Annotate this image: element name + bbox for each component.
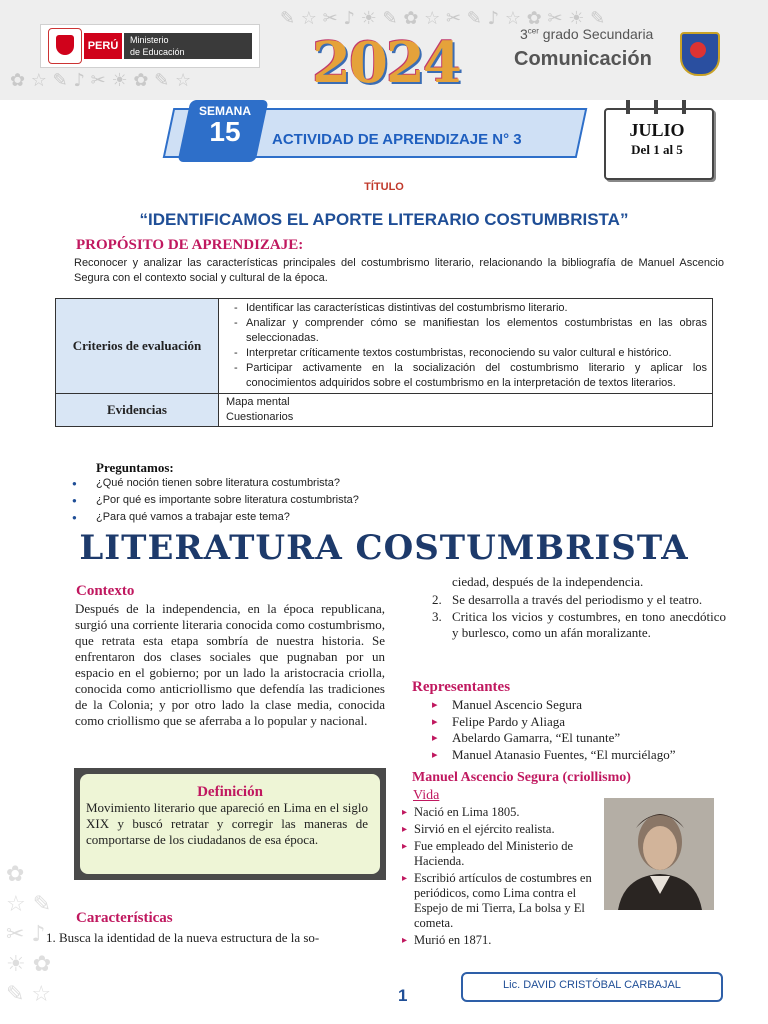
questions-heading: Preguntamos: [96,460,174,475]
author-credit: Lic. DAVID CRISTÓBAL CARBAJAL [503,979,681,991]
calendar-days: Del 1 al 5 [631,142,683,157]
school-crest-emblem [690,42,706,58]
life-item: ▸ Nació en Lima 1805. [402,805,602,820]
life-item: ▸ Fue empleado del Ministerio de Hacienda. [402,839,602,869]
calendar-ring-icon [654,100,658,114]
life-item: ▸ Escribió artículos de costumbres en periódicos, como Lima contra el Espejo de mi Tierra, La bolsa y El cometa. [402,871,602,931]
criteria-item: - Participar activamente en la socialización del costumbrismo literario y aplicar los conocimientos adquiridos sobre el costumbrismo en la interpretación de textos literarios. [246,361,707,391]
definition-heading: Definición [197,784,263,800]
criteria-cell [219,299,713,394]
representative-item: ▸ Abelardo Gamarra, “El tunante” [428,730,675,747]
page-number: 1 [398,986,408,1005]
evidence-item: Cuestionarios [226,411,294,423]
criteria-item: - Interpretar críticamente textos costumbristas, reconociendo su valor cultural e histórico. [246,346,707,361]
criteria-label: Criterios de evaluación [56,299,219,394]
peru-label: PERÚ [84,33,122,59]
criteria-item: - Analizar y comprender cómo se manifiestan los elementos costumbristas en las obras seleccionadas. [246,316,707,346]
evidence-row [56,394,713,427]
representative-item: ▸ Manuel Atanasio Fuentes, “El murciélago” [428,747,675,764]
ministry-label: Ministerio de Educación [124,33,252,59]
characteristics-list [430,592,726,642]
characteristics-item: 3. Critica los vicios y costumbres, en tono anecdótico y burlesco, como un afán moralizante. [432,609,726,640]
characteristics-item: 1. Busca la identidad de la nueva estructura de la so- [46,930,320,945]
author-heading: Manuel Ascencio Segura (criollismo) [412,770,631,785]
portrait-image [604,798,714,910]
doodle-icon: ✎ ☆ ✂ ♪ ☀ ✎ ✿ ☆ ✂ ✎ ♪ ☆ ✿ ✂ ☀ ✎ [280,8,606,29]
representatives-list [428,697,675,763]
evidence-label: Evidencias [56,394,219,427]
section-title: LITERATURA COSTUMBRISTA [79,528,689,568]
purpose-heading: PROPÓSITO DE APRENDIZAJE: [76,237,304,253]
representative-item: ▸ Manuel Ascencio Segura [428,697,675,714]
peru-shield-icon [48,28,82,64]
week-number: 15 [209,116,241,147]
question-item: ● ¿Para qué vamos a trabajar este tema? [70,509,359,526]
characteristics-heading: Características [76,910,173,926]
representatives-heading: Representantes [412,679,511,695]
question-item: ● ¿Qué noción tienen sobre literatura costumbrista? [70,475,359,492]
life-item: ▸ Murió en 1871. [402,933,602,948]
year-logo: 2024 [312,30,460,96]
calendar-month: JULIO [629,120,685,140]
criteria-item: - Identificar las características distintivas del costumbrismo literario. [246,301,707,316]
evidence-cell [219,394,713,427]
calendar-ring-icon [682,100,686,114]
evidence-item: Mapa mental [226,396,290,408]
grade-label: $3^{cer}$ grado Secundaria [520,26,654,42]
activity-title: ACTIVIDAD DE APRENDIZAJE N° 3 [272,131,522,148]
context-heading: Contexto [76,583,135,599]
life-item: ▸ Sirvió en el ejército realista. [402,822,602,837]
context-text: Después de la independencia, en la época republicana, surgió una corriente literaria conocida como costumbrismo, que retrata esta etapa sombría de nuestra historia. Se enfrentaron dos clases sociales que pugnaban por un espacio en el gobierno; por un lado la aristocracia criolla, conocida como anticriollismo que defendía las tradiciones de la Colonia; y por otro lado la clase media, conocida como criollismo que se aferraba a lo popular y nacional. [75,601,385,728]
definition-text: Movimiento literario que apareció en Lima en el siglo XIX y buscó retratar y corregir las maneras de comportarse de los ciudadanos de esa época. [86,800,368,847]
main-title: “IDENTIFICAMOS EL APORTE LITERARIO COSTUMBRISTA” [139,210,629,229]
criteria-table [55,298,713,427]
questions-list [70,475,359,526]
area-label: Comunicación [514,48,652,70]
calendar-ring-icon [626,100,630,114]
question-item: ● ¿Por qué es importante sobre literatura costumbrista? [70,492,359,509]
author-portrait [604,798,714,910]
title-label: TÍTULO [364,181,404,193]
author-life-list [402,805,602,950]
representative-item: ▸ Felipe Pardo y Aliaga [428,714,675,731]
week-label: SEMANA [198,104,251,118]
doodle-icon: ✿ ☆ ✎ ♪ ✂ ☀ ✿ ✎ ☆ [10,70,192,91]
life-label: Vida [413,788,440,803]
characteristics-item-continuation: ciedad, después de la independencia. [452,574,644,589]
criteria-list [220,301,707,391]
characteristics-item: 2. Se desarrolla a través del periodismo y el teatro. [432,592,703,607]
purpose-text: Reconocer y analizar las características principales del costumbrismo literario, relacionando la bibliografía de Manuel Ascencio Segura con el contexto social y cultural de la época. [74,257,724,284]
school-doodle-icon: ✿ ☆ ✎ ✂ ♪ ☀ ✿ ✎ ☆ [6,862,52,1007]
criteria-row [56,299,713,394]
